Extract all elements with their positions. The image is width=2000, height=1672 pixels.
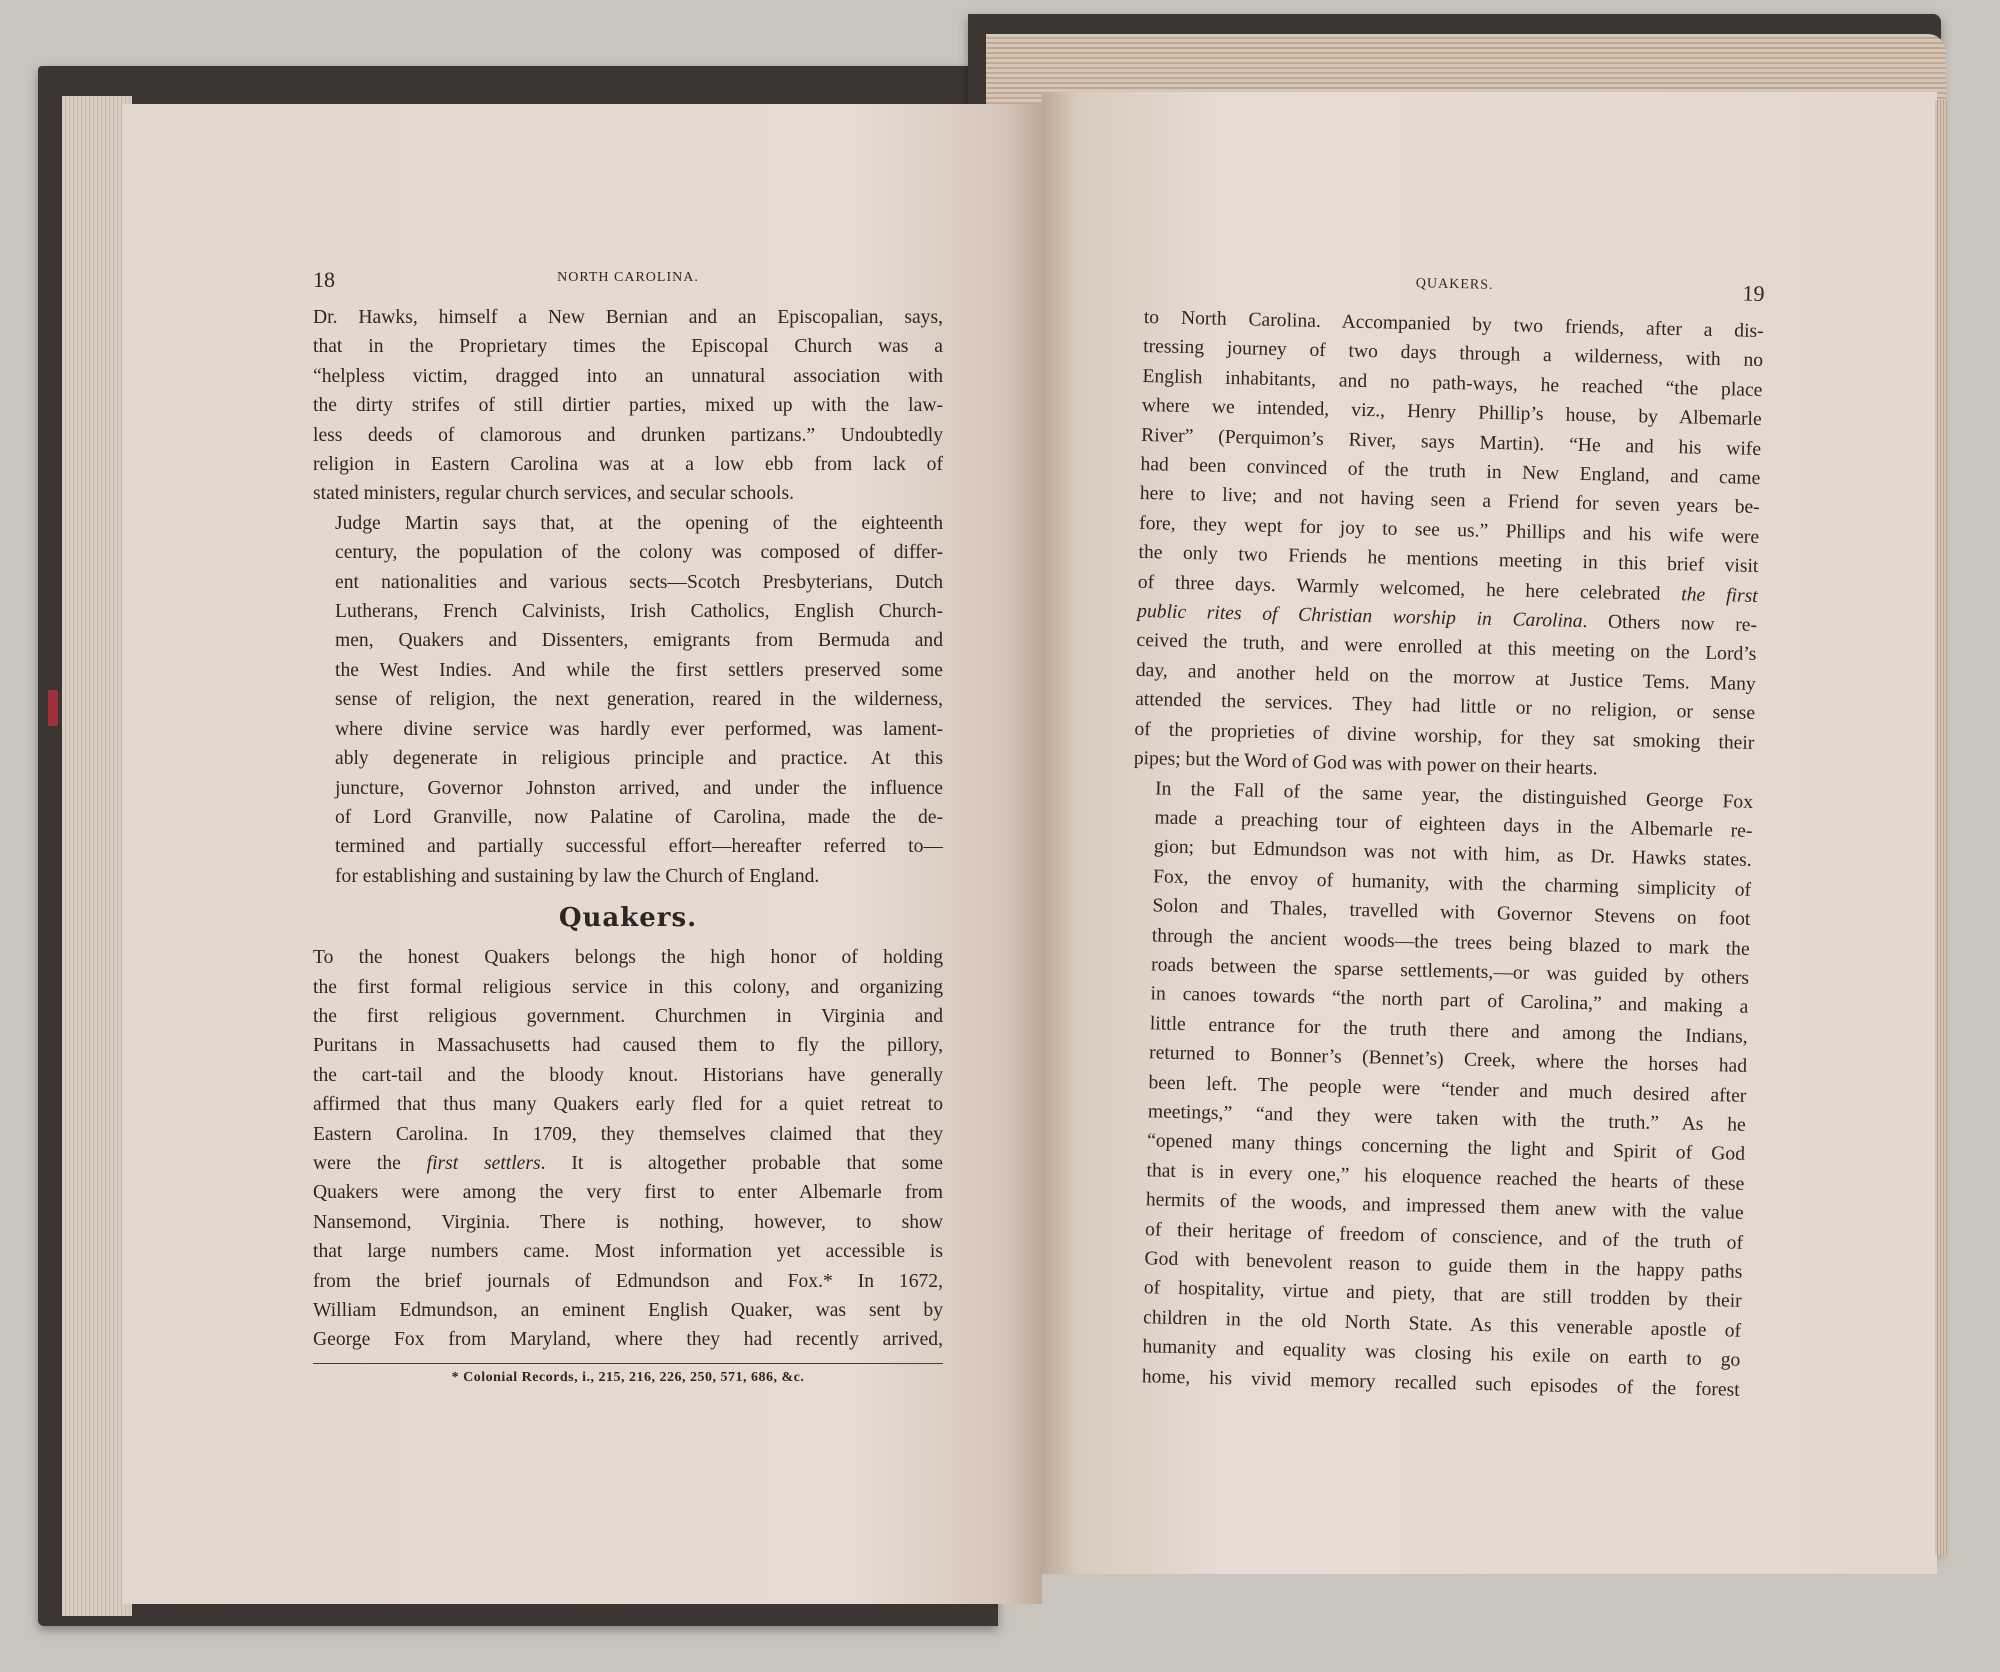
text-line: stated ministers, regular church services, and secular schools.	[313, 483, 794, 505]
bookmark-ribbon	[48, 690, 58, 726]
text-line: where we intended, viz., Henry Phillip’s house, by Albemarle	[1141, 395, 1762, 431]
text-line: juncture, Governor Johnston arrived, and under the influence	[335, 777, 943, 799]
text-line: that in the Proprietary times the Episcopal Church was a	[313, 336, 943, 358]
left-page-text	[313, 267, 943, 1386]
text-line: the first formal religious service in this colony, and organizing	[313, 976, 943, 998]
text-line: that large numbers came. Most information yet accessible is	[313, 1241, 943, 1263]
text-line: affirmed that thus many Quakers early fled for a quiet retreat to	[313, 1094, 943, 1116]
text-line: humanity and equality was closing his exile on earth to go	[1142, 1336, 1741, 1372]
text-line: ably degenerate in religious principle and practice. At this	[335, 748, 943, 770]
text-line: fore, they wept for joy to see us.” Phillips and his wife were	[1138, 512, 1760, 548]
text-line: hermits of the woods, and impressed them anew with the value	[1145, 1189, 1744, 1225]
text-line: the cart-tail and the bloody knout. Historians have generally	[313, 1064, 943, 1086]
text-line: day, and another held on the morrow at Justice Tems. Many	[1135, 659, 1756, 695]
text-line-italic: were the first settlers. It is altogether probable that some	[313, 1152, 944, 1174]
paragraph-quakers	[313, 943, 943, 1149]
text-line: Eastern Carolina. In 1709, they themselves claimed that they	[313, 1123, 943, 1145]
left-running-head	[313, 267, 943, 303]
text-line: men, Quakers and Dissenters, emigrants from Bermuda and	[335, 630, 943, 652]
text-line: gion; but Edmundson was not with him, as Dr. Hawks states.	[1153, 836, 1752, 872]
running-title-left: NORTH CAROLINA.	[557, 270, 699, 285]
text-line: from the brief journals of Edmundson and Fox.* In 1672,	[313, 1270, 943, 1292]
text-line: Nansemond, Virginia. There is nothing, however, to show	[313, 1211, 943, 1233]
page-number-left: 18	[313, 267, 335, 292]
text-line: pipes; but the Word of God was with power on their hearts.	[1133, 747, 1598, 780]
text-line: been left. The people were “tender and much desired after	[1148, 1071, 1747, 1107]
page-number-right: 19	[1742, 280, 1765, 307]
text-line: “opened many things concerning the light and Spirit of God	[1146, 1130, 1746, 1166]
text-line: returned to Bonner’s (Bennet’s) Creek, where the horses had	[1148, 1042, 1748, 1078]
text-line: century, the population of the colony was composed of differ-	[335, 542, 943, 564]
text-line: for establishing and sustaining by law the Church of England.	[335, 865, 820, 887]
text-line: ceived the truth, and were enrolled at this meeting on the Lord’s	[1136, 630, 1757, 666]
text-line: of Lord Granville, now Palatine of Carolina, made the de-	[335, 806, 943, 828]
text-line: River” (Perquimon’s River, says Martin). “He and his wife	[1140, 424, 1762, 460]
paragraph-hawks	[313, 303, 943, 509]
text-line: to North Carolina. Accompanied by two friends, after a dis-	[1143, 306, 1764, 343]
text-line: termined and partially successful effort—hereafter referred to—	[335, 836, 943, 858]
text-line: God with benevolent reason to guide them in the happy paths	[1144, 1248, 1743, 1283]
text-line: “helpless victim, dragged into an unnatural association with	[313, 365, 943, 387]
text-line: less deeds of clamorous and drunken partizans.” Undoubtedly	[313, 424, 943, 446]
text-line: In the Fall of the same year, the distinguished George Fox	[1154, 777, 1754, 813]
text-line: Lutherans, French Calvinists, Irish Catholics, English Church-	[335, 601, 943, 623]
text-line: the first religious government. Churchmen in Virginia and	[313, 1005, 943, 1027]
text-line: Fox, the envoy of humanity, with the charming simplicity of	[1152, 866, 1752, 901]
text-line: of their heritage of freedom of conscience, and of the truth of	[1144, 1218, 1744, 1254]
text-line: Puritans in Massachusetts had caused them to fly the pillory,	[313, 1035, 943, 1057]
text-line: ent nationalities and various sects—Scotch Presbyterians, Dutch	[335, 571, 943, 593]
text-line: made a preaching tour of eighteen days in the Albemarle re-	[1154, 807, 1753, 842]
page-edges-right	[1935, 100, 1947, 1555]
footnote: * Colonial Records, i., 215, 216, 226, 250, 571, 686, &c.	[451, 1369, 805, 1385]
text-line: To the honest Quakers belongs the high honor of holding	[313, 947, 943, 969]
text-line: where divine service was hardly ever performed, was lament-	[335, 718, 943, 740]
text-line: Judge Martin says that, at the opening of the eighteenth	[335, 512, 943, 534]
running-title-right: QUAKERS.	[1415, 276, 1494, 293]
text-line: the dirty strifes of still dirtier parties, mixed up with the law-	[313, 395, 943, 417]
paragraph-edmundson	[1138, 303, 1764, 582]
text-line: roads between the sparse settlements,—or was guided by others	[1150, 954, 1750, 989]
text-line: of hospitality, virtue and piety, that are still trodden by their	[1143, 1277, 1742, 1313]
text-line-italic-2: public rites of Christian worship in Carolina. Others now re-	[1136, 600, 1758, 637]
text-line: children in the old North State. As this venerable apostle of	[1142, 1307, 1742, 1342]
text-line: meetings,” “and they were taken with the truth.” As he	[1147, 1101, 1746, 1136]
text-line: William Edmundson, an eminent English Quaker, was sent by	[313, 1300, 943, 1321]
text-line: here to live; and not having seen a Friend for seven years be-	[1139, 483, 1760, 519]
right-page-text	[1119, 267, 1764, 1405]
text-line: sense of religion, the next generation, reared in the wilderness,	[335, 689, 943, 711]
section-heading-quakers: Quakers.	[558, 903, 698, 934]
text-line: little entrance for the truth there and among the Indians,	[1149, 1013, 1748, 1048]
text-line: home, his vivid memory recalled such episodes of the forest	[1141, 1365, 1740, 1401]
footnote-rule	[313, 1363, 943, 1364]
text-line: attended the services. They had little or no religion, or sense	[1134, 689, 1756, 725]
text-line: the only two Friends he mentions meeting in this brief visit	[1138, 542, 1759, 578]
text-line: Solon and Thales, travelled with Governor Stevens on foot	[1152, 895, 1751, 931]
text-line: through the ancient woods—the trees being blazed to mark the	[1151, 924, 1750, 960]
text-line-italic-1: of three days. Warmly welcomed, he here celebrated the first	[1137, 571, 1758, 607]
text-line: of the proprieties of divine worship, for they sat smoking their	[1134, 718, 1755, 754]
text-line: Dr. Hawks, himself a New Bernian and an Episcopalian, says,	[313, 307, 943, 328]
text-line: tressing journey of two days through a wilderness, with no	[1142, 336, 1764, 372]
text-line: George Fox from Maryland, where they had recently arrived,	[313, 1329, 943, 1351]
text-line: Quakers were among the very first to enter Albemarle from	[313, 1182, 943, 1204]
text-line: the West Indies. And while the first settlers preserved some	[335, 659, 943, 681]
paragraph-quakers-cont	[313, 1178, 943, 1354]
paragraph-martin	[313, 509, 943, 891]
paragraph-edmundson-cont	[1134, 626, 1757, 787]
text-line: that is in every one,” his eloquence reached the hearts of these	[1146, 1160, 1745, 1195]
text-line: in canoes towards “the north part of Carolina,” and making a	[1150, 983, 1749, 1019]
text-line: religion in Eastern Carolina was at a low ebb from lack of	[313, 454, 943, 476]
text-line: English inhabitants, and no path-ways, he reached “the place	[1142, 365, 1763, 401]
paragraph-fox	[1119, 773, 1753, 1404]
text-line: had been convinced of the truth in New England, and came	[1140, 453, 1761, 490]
